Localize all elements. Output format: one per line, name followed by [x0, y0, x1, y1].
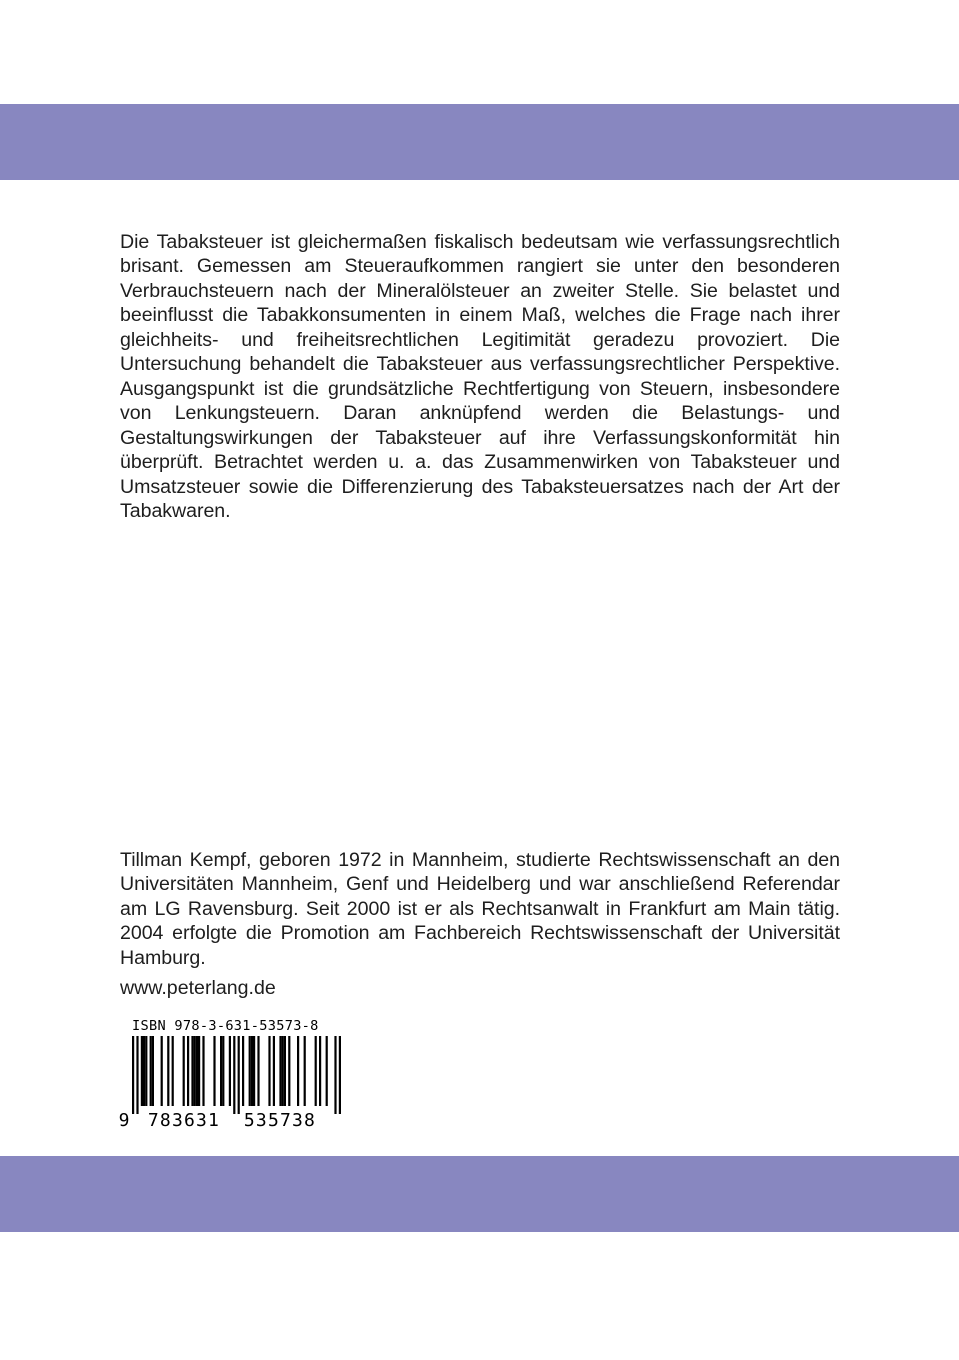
- barcode-bar: [249, 1036, 251, 1106]
- barcode-bar: [145, 1036, 147, 1106]
- barcode-bar: [229, 1036, 231, 1106]
- barcode-bar: [222, 1036, 224, 1106]
- barcode-bar: [167, 1036, 169, 1106]
- top-color-band: [0, 104, 959, 180]
- barcode-bar: [251, 1036, 253, 1106]
- barcode-bar: [315, 1036, 317, 1106]
- barcode-bar: [282, 1036, 284, 1106]
- barcode-bar: [220, 1036, 222, 1106]
- barcode-bar: [213, 1036, 215, 1106]
- barcode-bar: [183, 1036, 185, 1106]
- barcode-bar: [334, 1036, 336, 1114]
- author-bio: Tillman Kempf, geboren 1972 in Mannheim, studierte Rechtswissenschaft an den Universitäten Mannheim, Genf und Heidelberg und war anschließend Referendar am LG Ravensburg. Seit 2000 ist er als Rechtsanwalt in Frankfurt am Main tätig. 2004 erfolgte die Promotion am Fachbereich Rechtswissenschaft der Universität Hamburg.: [120, 848, 840, 969]
- book-summary: Die Tabaksteuer ist gleichermaßen fiskalisch bedeutsam wie verfassungsrechtlich brisant. Gemessen am Steueraufkommen rangiert sie unter den besonderen Verbrauchsteuern nach der Mineralölsteuer an zweiter Stelle. Sie belastet und beeinflusst die Tabakkonsumenten in einem Maß, welches die Frage nach ihrer gleichheits- und freiheitsrechtlichen Legitimität geradezu provoziert. Die Untersuchung behandelt die Tabaksteuer aus verfassungsrechtlicher Perspektive. Ausgangspunkt ist die grundsätzliche Rechtfertigung von Steuern, insbesondere von Lenkungsteuern. Daran anknüpfend werden die Belastungs- und Gestaltungswirkungen der Tabaksteuer auf ihre Verfassungskonformität hin überprüft. Betrachtet werden u. a. das Zusammenwirken von Tabaksteuer und Umsatzsteuer sowie die Differenzierung des Tabaksteuersatzes nach der Art der Tabakwaren.: [120, 230, 840, 523]
- barcode-bar: [191, 1036, 193, 1106]
- barcode-bar: [141, 1036, 143, 1106]
- barcode-bar: [297, 1036, 299, 1106]
- barcode-bar: [202, 1036, 204, 1106]
- barcode-bar: [319, 1036, 321, 1106]
- barcode-bar: [273, 1036, 275, 1106]
- barcode-lead-digit: 9: [118, 1110, 130, 1130]
- barcode-bar: [150, 1036, 152, 1106]
- isbn-barcode: [118, 1018, 350, 1130]
- barcode-right-digits: 535738: [243, 1110, 317, 1130]
- barcode-bar: [143, 1036, 145, 1106]
- barcode-bar: [152, 1036, 154, 1106]
- barcode-bar: [253, 1036, 255, 1106]
- barcode-bar: [326, 1036, 328, 1106]
- barcode-bar: [339, 1036, 341, 1114]
- barcode-bar: [196, 1036, 198, 1106]
- barcode-bar: [284, 1036, 286, 1106]
- bottom-color-band: [0, 1156, 959, 1232]
- barcode-bar: [161, 1036, 163, 1106]
- barcode-bar: [194, 1036, 196, 1106]
- barcode-bar: [187, 1036, 189, 1106]
- barcode-bar: [288, 1036, 290, 1106]
- barcode-bar: [198, 1036, 200, 1106]
- barcode-bar: [257, 1036, 259, 1106]
- barcode-bar: [238, 1036, 240, 1114]
- barcode-left-digits: 783631: [147, 1110, 221, 1130]
- isbn-label: ISBN 978-3-631-53573-8: [132, 1018, 319, 1034]
- barcode-bars: [132, 1036, 341, 1114]
- barcode-bar: [172, 1036, 174, 1106]
- barcode-bar: [132, 1036, 134, 1114]
- barcode-image: [118, 1034, 350, 1130]
- barcode-bar: [279, 1036, 281, 1106]
- barcode-bar: [268, 1036, 270, 1106]
- publisher-website[interactable]: www.peterlang.de: [120, 977, 276, 999]
- barcode-bar: [242, 1036, 244, 1106]
- barcode-bar: [304, 1036, 306, 1106]
- barcode-bar: [233, 1036, 235, 1114]
- barcode-bar: [136, 1036, 138, 1114]
